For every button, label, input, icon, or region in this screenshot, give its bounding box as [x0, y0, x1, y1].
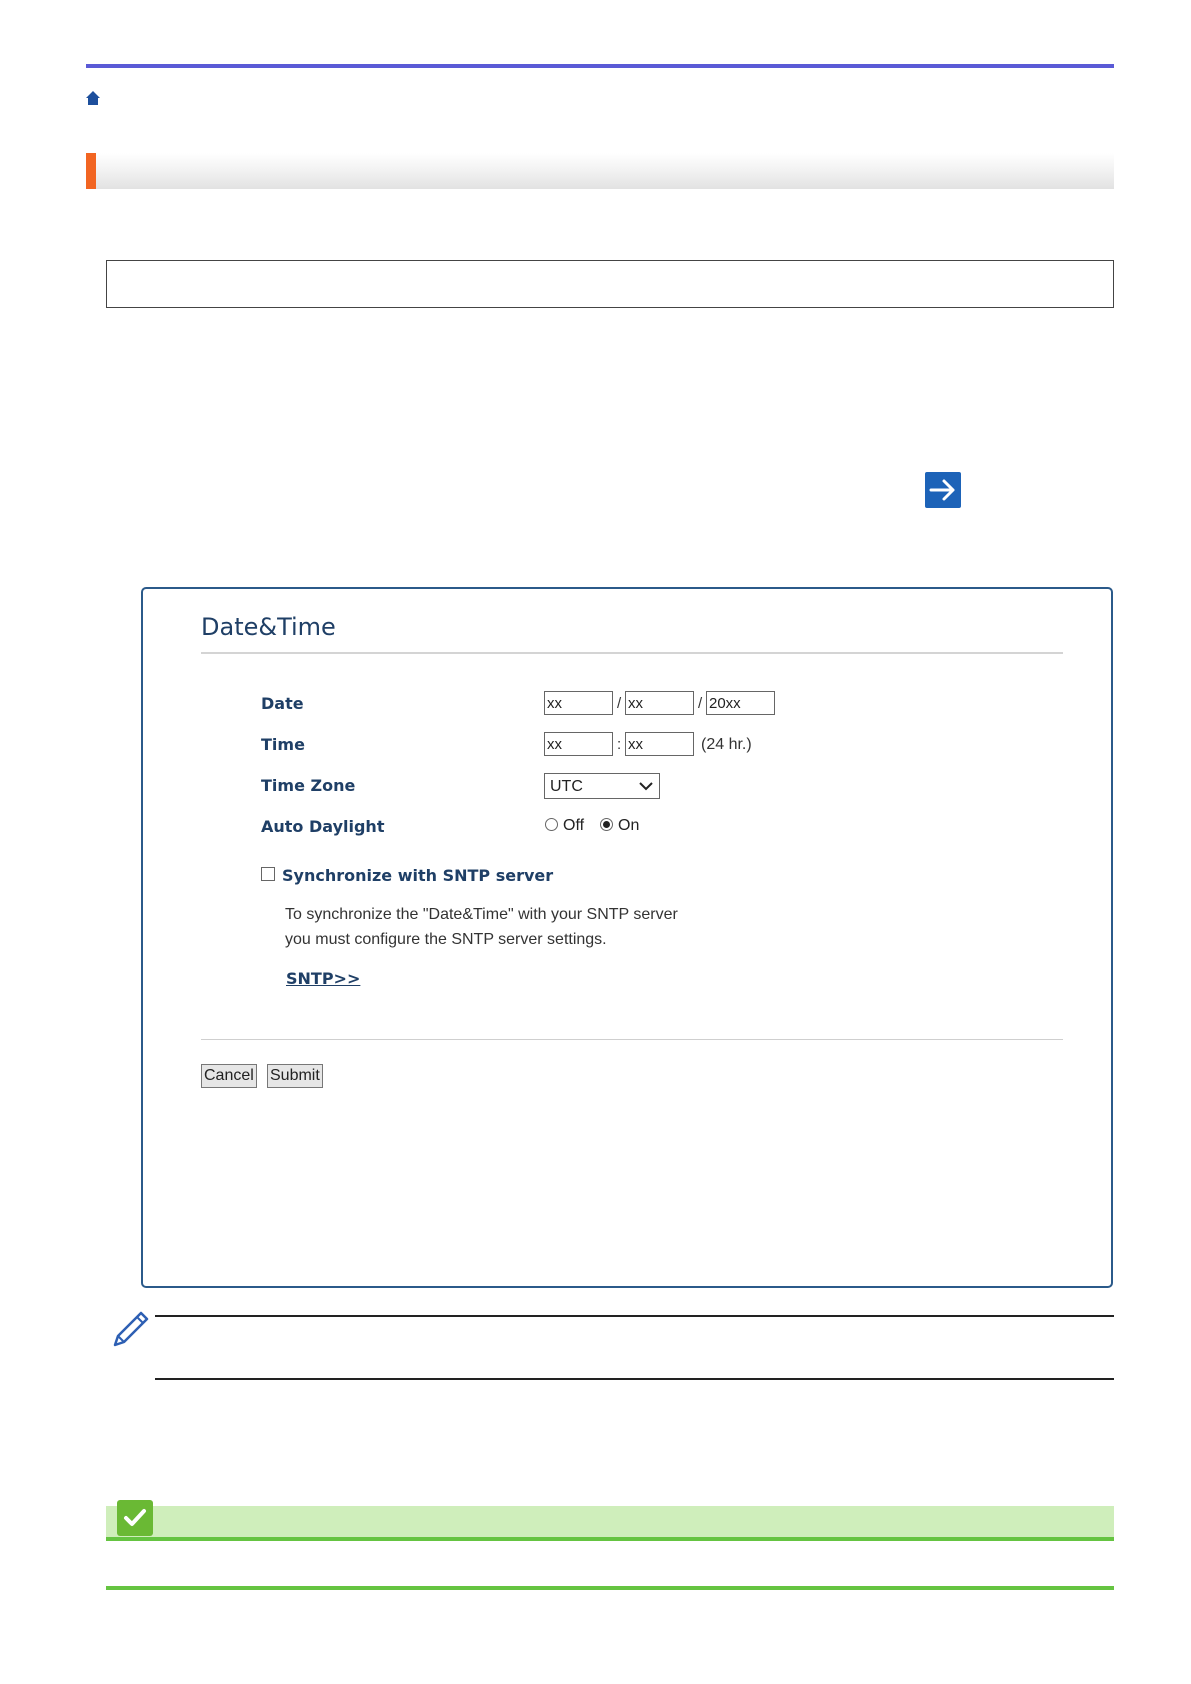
section-title-bar: [86, 153, 1114, 189]
time-zone-value: UTC: [550, 778, 583, 795]
auto-daylight-off-label: Off: [563, 817, 585, 834]
pencil-note-icon: [111, 1309, 151, 1349]
time-minute-input[interactable]: xx: [625, 732, 694, 756]
time-hour-input[interactable]: xx: [544, 732, 613, 756]
sntp-description-line2: you must configure the SNTP server settings.: [285, 931, 607, 948]
date-separator: /: [617, 695, 622, 712]
auto-daylight-off-radio[interactable]: [545, 818, 558, 831]
submit-button[interactable]: Submit: [267, 1064, 323, 1088]
go-arrow-icon[interactable]: [925, 472, 961, 508]
date-separator: /: [698, 695, 703, 712]
related-info-top-line: [106, 1537, 1114, 1541]
date-label: Date: [261, 694, 304, 713]
chevron-down-icon: [638, 780, 654, 792]
note-top-rule: [155, 1315, 1114, 1317]
panel-footer-rule: [201, 1039, 1063, 1040]
date-day-input[interactable]: xx: [625, 691, 694, 715]
checkmark-icon: [117, 1500, 153, 1536]
time-format-note: (24 hr.): [701, 736, 752, 753]
cancel-button[interactable]: Cancel: [201, 1064, 257, 1088]
sntp-description-line1: To synchronize the "Date&Time" with your SNTP server: [285, 906, 678, 923]
note-bottom-rule: [155, 1378, 1114, 1380]
auto-daylight-on-radio[interactable]: [600, 818, 613, 831]
time-separator: :: [617, 736, 622, 753]
info-box: [106, 260, 1114, 308]
top-rule: [86, 64, 1114, 68]
date-year-input[interactable]: 20xx: [706, 691, 775, 715]
time-zone-select[interactable]: [544, 773, 660, 799]
sntp-sync-checkbox[interactable]: [261, 867, 275, 881]
auto-daylight-label: Auto Daylight: [261, 817, 385, 836]
home-icon[interactable]: [85, 90, 101, 106]
sntp-sync-label: Synchronize with SNTP server: [282, 866, 554, 885]
time-label: Time: [261, 735, 305, 754]
panel-title-rule: [201, 652, 1063, 654]
section-title-accent: [86, 153, 96, 189]
date-month-input[interactable]: xx: [544, 691, 613, 715]
sntp-settings-link[interactable]: SNTP>>: [286, 969, 361, 988]
time-zone-label: Time Zone: [261, 776, 356, 795]
auto-daylight-on-label: On: [618, 817, 640, 834]
related-info-bar: [106, 1506, 1114, 1540]
panel-title: Date&Time: [201, 613, 336, 641]
related-info-bottom-line: [106, 1586, 1114, 1590]
